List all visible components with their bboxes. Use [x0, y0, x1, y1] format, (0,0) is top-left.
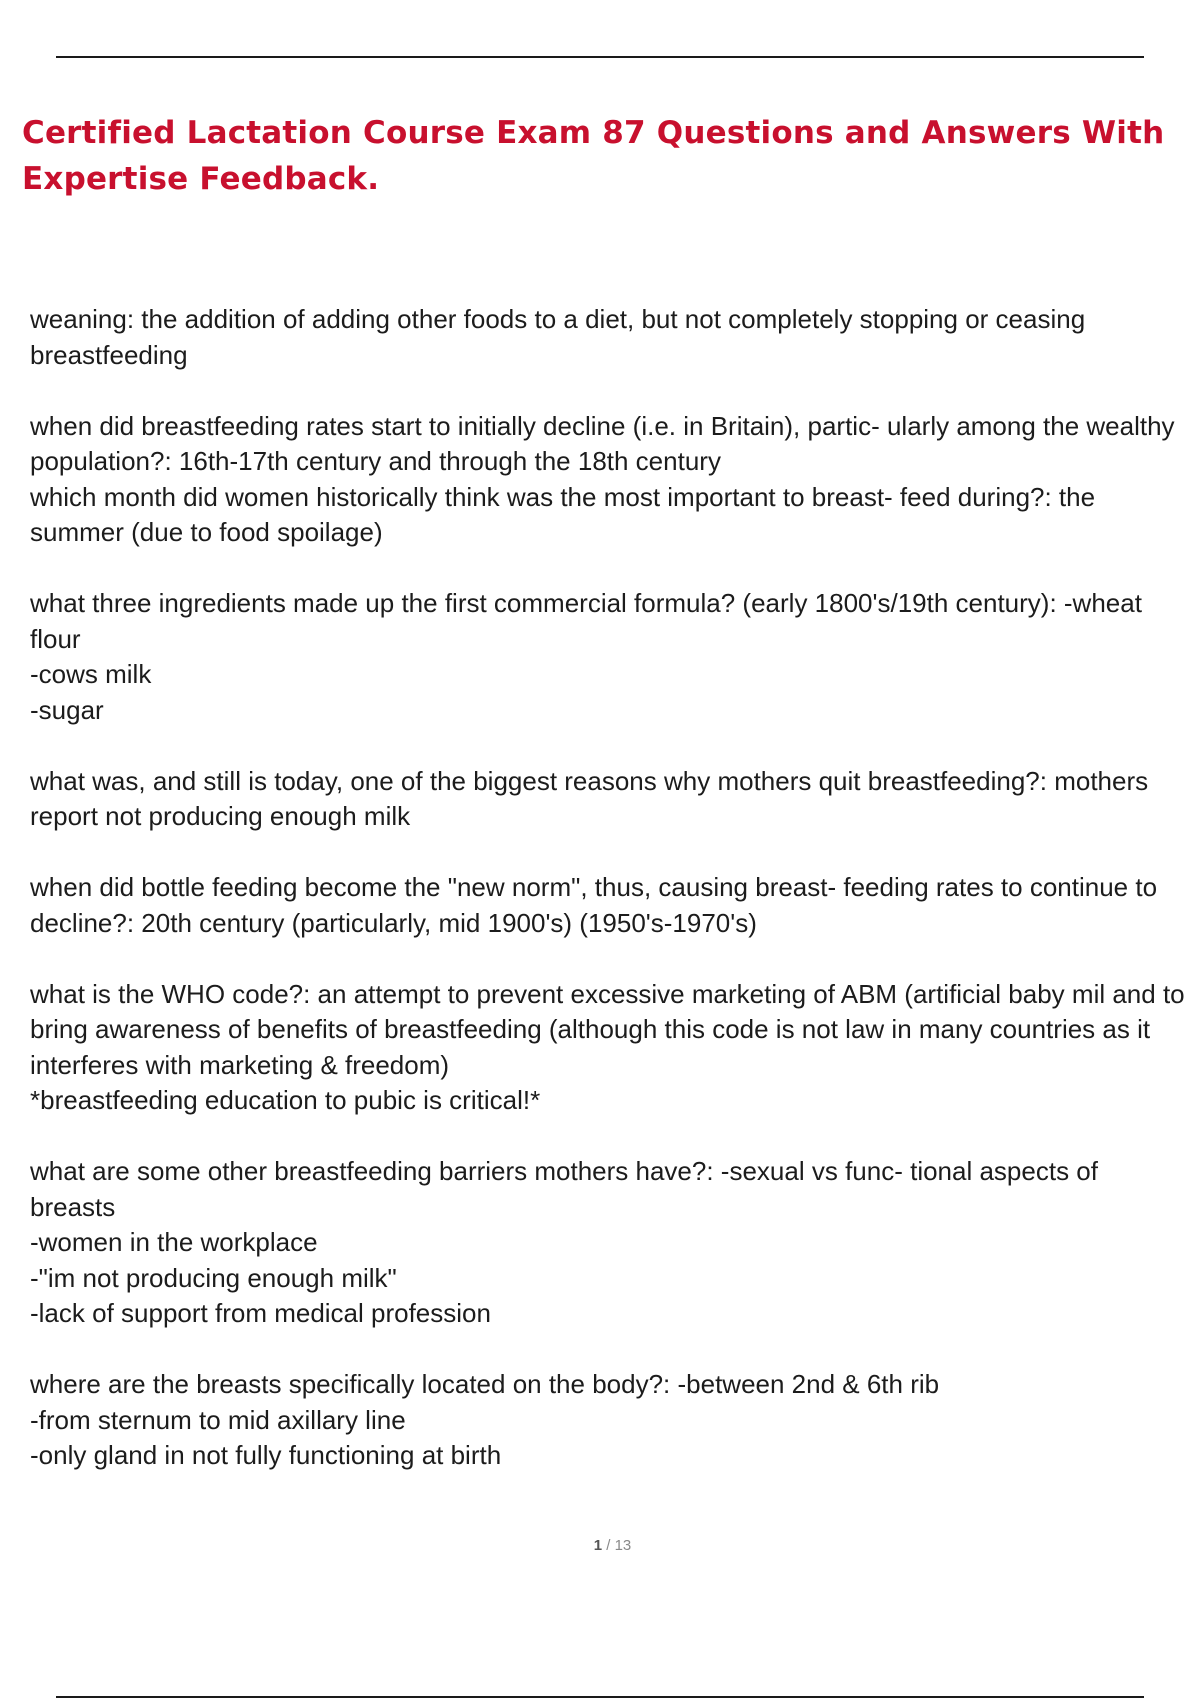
document-title: Certified Lactation Course Exam 87 Questions and Answers With Expertise Feedback. — [22, 115, 1165, 197]
document-body — [30, 302, 1190, 1509]
qa-entry-weaning: weaning: the addition of adding other foods to a diet, but not completely stopping or ceasing breastfeeding — [30, 304, 1086, 370]
qa-entry-who-code: what is the WHO code?: an attempt to prevent excessive marketing of ABM (artificial baby mil and to bring awareness of benefits of breastfeeding (although this code is not law in many countries as it interferes with marketing & freedom) *breastfeeding education to pubic is critical!* — [30, 978, 1185, 1115]
page-current: 1 — [593, 1537, 603, 1554]
qa-entry-bottle-feeding: when did bottle feeding become the "new norm", thus, causing breast- feeding rates to continue to decline?: 20th century (particularly, mid 1900's) (1950's-1970's) — [30, 872, 1158, 938]
qa-entry-breast-location: where are the breasts specifically located on the body?: -between 2nd & 6th rib -from sternum to mid axillary line -only gland in not fully functioning at birth — [30, 1369, 940, 1470]
qa-entry-important-month: which month did women historically think was the most important to breast- feed during?: the summer (due to food spoilage) — [30, 481, 1096, 547]
page-total: 13 — [614, 1537, 632, 1554]
qa-entry-barriers: what are some other breastfeeding barriers mothers have?: -sexual vs func- tional aspects of breasts -women in the workplace -"im not producing enough milk" -lack of support from medical profession — [30, 1156, 1098, 1328]
qa-entry-decline-britain: when did breastfeeding rates start to initially decline (i.e. in Britain), partic- ularly among the wealthy population?: 16th-17th century and through the 18th century — [30, 410, 1175, 476]
page-separator: / — [602, 1537, 615, 1554]
footer-rule — [56, 1696, 1144, 1698]
header-rule — [56, 56, 1144, 58]
qa-entry-quit-reasons: what was, and still is today, one of the biggest reasons why mothers quit breastfeeding?: mothers report not producing enough milk — [30, 765, 1149, 831]
page-number — [0, 1537, 1200, 1554]
qa-entry-first-formula: what three ingredients made up the first commercial formula? (early 1800's/19th century): -wheat flour -cows milk -sugar — [30, 588, 1142, 725]
